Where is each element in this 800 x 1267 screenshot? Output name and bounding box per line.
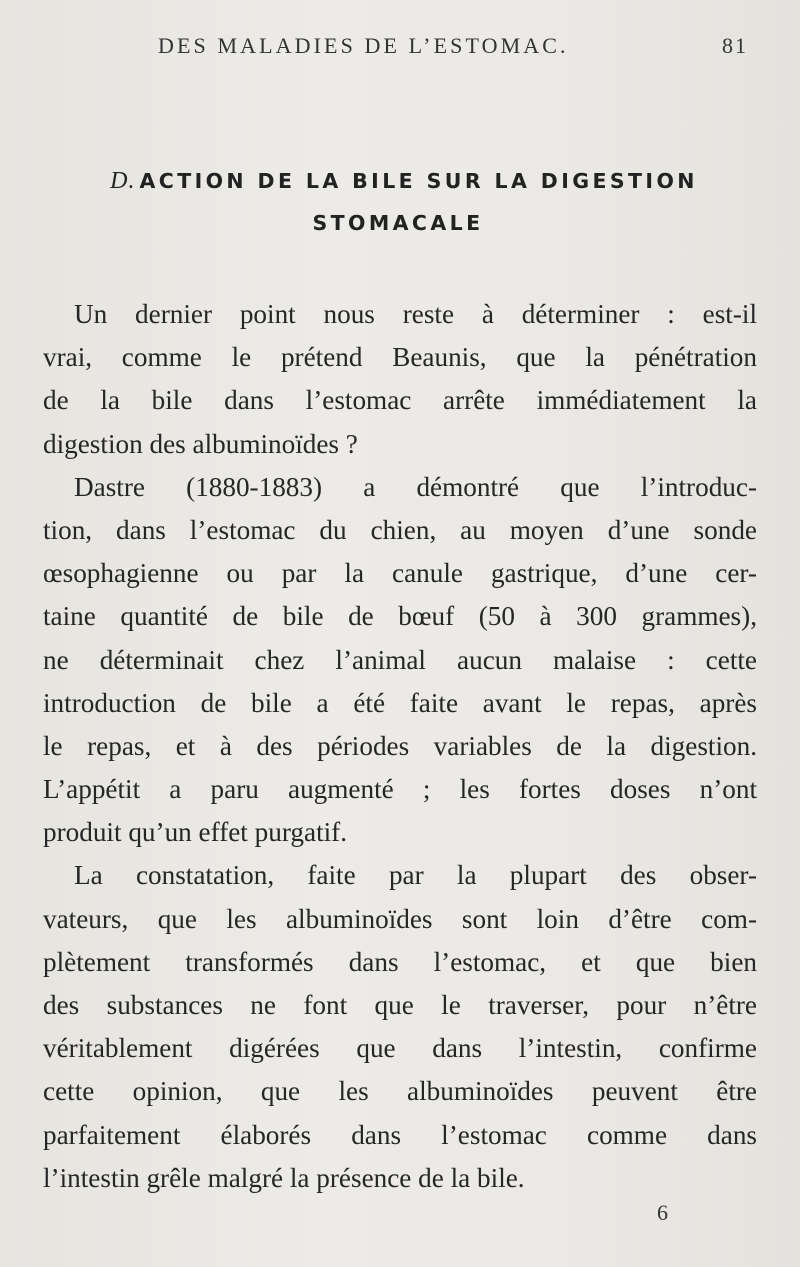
section-title-line-1: ACTION DE LA BILE SUR LA DIGESTION — [139, 169, 698, 193]
paragraph-2-line: Dastre (1880-1883) a démontré que l’introduc- — [74, 471, 757, 502]
page-number: 81 — [722, 33, 748, 58]
paragraph-2-line: taine quantité de bile de bœuf (50 à 300 grammes), — [43, 601, 757, 632]
paragraph-3-line: plètement transformés dans l’estomac, et que bien — [43, 946, 757, 977]
paragraph-3-line: vateurs, que les albuminoïdes sont loin d’être com- — [43, 903, 757, 934]
body-text — [43, 293, 757, 1200]
section-heading-line-1 — [8, 160, 800, 202]
signature-mark: 6 — [657, 1200, 668, 1225]
section-letter: D. — [110, 168, 136, 194]
paragraph-1-line: digestion des albuminoïdes ? — [43, 428, 358, 459]
paragraph-3-line: La constatation, faite par la plupart des obser- — [74, 860, 757, 891]
section-heading — [0, 160, 800, 244]
paragraph-1-line: Un dernier point nous reste à déterminer : est-il — [74, 299, 757, 329]
paragraph-2-line: tion, dans l’estomac du chien, au moyen d’une sonde — [43, 514, 757, 545]
paragraph-2-line: produit qu’un effet purgatif. — [43, 817, 348, 848]
paragraph-3-line: des substances ne font que le traverser, pour n’être — [43, 990, 757, 1020]
paragraph-2-line: le repas, et à des périodes variables de la digestion. — [43, 730, 757, 761]
paragraph-3-line: l’intestin grêle malgré la présence de la bile. — [43, 1162, 525, 1193]
paragraph-2-line: introduction de bile a été faite avant le repas, après — [43, 687, 757, 718]
paragraph-2-line: ne déterminait chez l’animal aucun malaise : cette — [43, 644, 757, 675]
section-title-line-2: STOMACALE — [312, 211, 484, 235]
running-head — [0, 33, 800, 67]
paragraph-2-line: L’appétit a paru augmenté ; les fortes doses n’ont — [43, 774, 757, 805]
running-title: DES MALADIES DE L’ESTOMAC. — [158, 33, 569, 58]
paragraph-3-line: véritablement digérées que dans l’intestin, confirme — [43, 1033, 757, 1064]
paragraph-3-line: parfaitement élaborés dans l’estomac comme dans — [43, 1119, 757, 1150]
paragraph-3-line: cette opinion, que les albuminoïdes peuvent être — [43, 1076, 757, 1107]
paragraph-2-line: œsophagienne ou par la canule gastrique, d’une cer- — [43, 558, 757, 589]
paragraph-1-line: vrai, comme le prétend Beaunis, que la pénétration — [43, 342, 757, 373]
paragraph-1-line: de la bile dans l’estomac arrête immédiatement la — [43, 385, 757, 416]
